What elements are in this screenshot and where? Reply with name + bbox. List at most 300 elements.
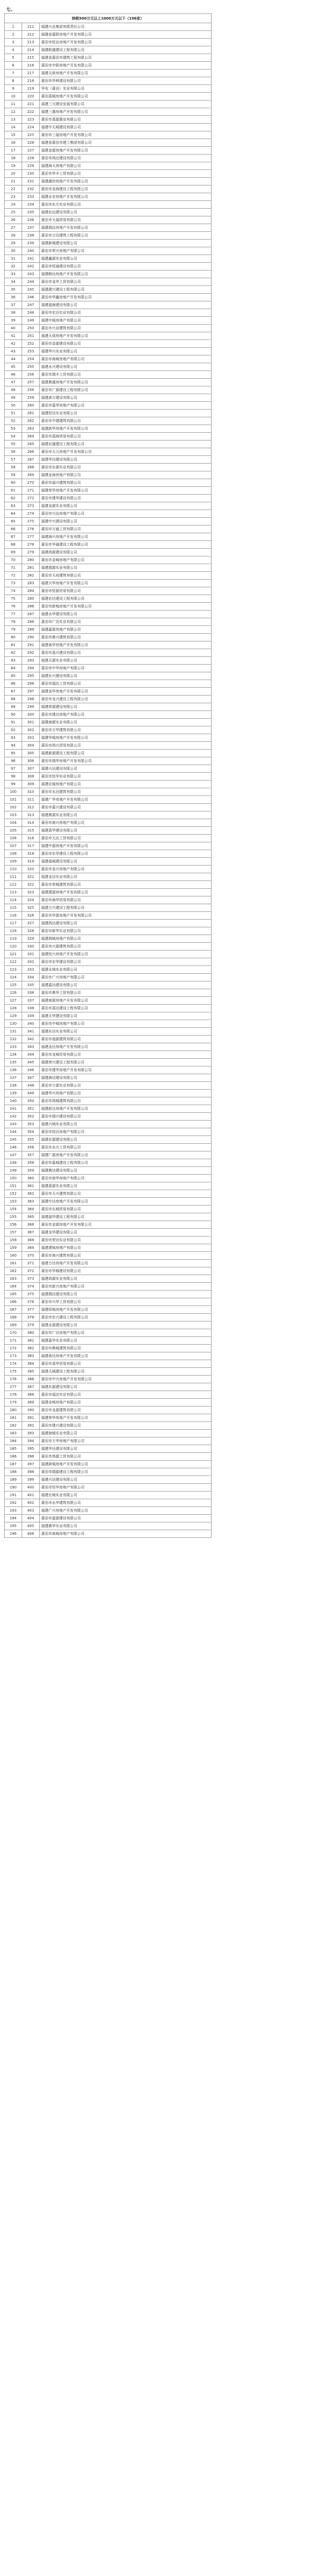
row-number: 71 xyxy=(5,564,22,572)
table-row xyxy=(5,301,212,309)
table-row xyxy=(5,232,212,240)
table-row xyxy=(5,873,212,881)
row-code: 257 xyxy=(22,379,40,386)
company-name: 福建南源房地产开发有限公司 xyxy=(40,997,212,1005)
row-code: 335 xyxy=(22,981,40,989)
row-code: 334 xyxy=(22,974,40,981)
row-number: 83 xyxy=(5,657,22,665)
row-number: 106 xyxy=(5,835,22,842)
company-name: 莆田市恒华房地产有限公司 xyxy=(40,1484,212,1492)
row-number: 9 xyxy=(5,85,22,93)
row-code: 349 xyxy=(22,1090,40,1097)
row-number: 33 xyxy=(5,270,22,278)
row-number: 165 xyxy=(5,1291,22,1298)
company-name: 莆田市嘉源建设有限公司 xyxy=(40,1515,212,1522)
company-name: 莆田市中兴房地产开发有限公司 xyxy=(40,1376,212,1383)
table-row xyxy=(5,572,212,580)
row-code: 287 xyxy=(22,611,40,618)
company-name: 福建海源实业有限公司 xyxy=(40,719,212,726)
row-number: 67 xyxy=(5,533,22,541)
row-code: 278 xyxy=(22,541,40,549)
row-number: 66 xyxy=(5,526,22,533)
row-number: 178 xyxy=(5,1391,22,1399)
company-name: 福建鸿源实业有限公司 xyxy=(40,1275,212,1283)
company-name: 莆田市兴源建筑有限公司 xyxy=(40,943,212,951)
row-number: 11 xyxy=(5,100,22,108)
row-number: 56 xyxy=(5,448,22,456)
table-row xyxy=(5,1399,212,1406)
table-row xyxy=(5,216,212,224)
row-number: 186 xyxy=(5,1453,22,1461)
table-row xyxy=(5,70,212,77)
row-number: 183 xyxy=(5,1430,22,1437)
company-name: 莆田市天兴建筑有限公司 xyxy=(40,1190,212,1198)
company-name: 福建龙源实业有限公司 xyxy=(40,502,212,510)
company-name: 莆田市恒达房地产有限公司 xyxy=(40,1128,212,1136)
row-code: 405 xyxy=(22,1522,40,1530)
row-code: 263 xyxy=(22,425,40,433)
row-number: 166 xyxy=(5,1298,22,1306)
company-name: 莆田市新兴房地产有限公司 xyxy=(40,1283,212,1291)
row-number: 169 xyxy=(5,1321,22,1329)
table-row xyxy=(5,958,212,966)
company-name: 福建嘉达建设有限公司 xyxy=(40,981,212,989)
company-name: 莆田市兴达房地产有限公司 xyxy=(40,510,212,518)
row-code: 232 xyxy=(22,185,40,193)
row-code: 399 xyxy=(22,1476,40,1484)
row-code: 363 xyxy=(22,1198,40,1206)
company-name: 福建华达建设有限公司 xyxy=(40,456,212,464)
row-number: 161 xyxy=(5,1260,22,1267)
company-name: 福建金华房地产开发有限公司 xyxy=(40,688,212,696)
row-number: 60 xyxy=(5,479,22,487)
row-code: 282 xyxy=(22,572,40,580)
row-number: 128 xyxy=(5,1005,22,1012)
table-row xyxy=(5,193,212,201)
row-number: 114 xyxy=(5,896,22,904)
table-row xyxy=(5,564,212,572)
table-row xyxy=(5,1175,212,1182)
table-row xyxy=(5,1036,212,1043)
row-code: 292 xyxy=(22,649,40,657)
company-name: 福建宏远建设有限公司 xyxy=(40,209,212,216)
row-number: 69 xyxy=(5,549,22,556)
row-code: 337 xyxy=(22,997,40,1005)
table-row xyxy=(5,502,212,510)
row-code: 216 xyxy=(22,62,40,70)
table-row xyxy=(5,634,212,641)
row-number: 134 xyxy=(5,1051,22,1059)
row-number: 189 xyxy=(5,1476,22,1484)
table-row xyxy=(5,247,212,255)
table-row xyxy=(5,155,212,162)
row-number: 141 xyxy=(5,1105,22,1113)
row-number: 118 xyxy=(5,927,22,935)
company-name: 福建华达建设有限公司 xyxy=(40,1445,212,1453)
row-code: 250 xyxy=(22,325,40,332)
table-row xyxy=(5,1012,212,1020)
row-number: 172 xyxy=(5,1345,22,1352)
table-row xyxy=(5,1252,212,1260)
company-name: 福建永安房地产开发有限公司 xyxy=(40,193,212,201)
row-number: 34 xyxy=(5,278,22,286)
company-name: 莆田市恒业房地产开发有限公司 xyxy=(40,39,212,46)
table-row xyxy=(5,1028,212,1036)
table-row xyxy=(5,835,212,842)
row-code: 400 xyxy=(22,1484,40,1492)
company-name: 莆田市荔海贸易有限公司 xyxy=(40,433,212,440)
row-code: 306 xyxy=(22,757,40,765)
table-row xyxy=(5,402,212,410)
table-row xyxy=(5,1383,212,1391)
company-name: 福建中源房地产开发有限公司 xyxy=(40,842,212,850)
table-row xyxy=(5,510,212,518)
row-number: 82 xyxy=(5,649,22,657)
row-number: 111 xyxy=(5,873,22,881)
row-number: 3 xyxy=(5,39,22,46)
company-name: 福建荣华房地产开发有限公司 xyxy=(40,487,212,495)
company-name: 莆田市华城建设有限公司 xyxy=(40,1267,212,1275)
row-number: 31 xyxy=(5,255,22,263)
company-name: 福建海达建设有限公司 xyxy=(40,1074,212,1082)
company-name: 莆田市中城房地产有限公司 xyxy=(40,1020,212,1028)
table-row xyxy=(5,765,212,773)
row-code: 325 xyxy=(22,904,40,912)
table-row xyxy=(5,448,212,456)
company-name: 莆田市广达实业有限公司 xyxy=(40,618,212,626)
company-name: 莆田市宏华建设有限公司 xyxy=(40,958,212,966)
row-number: 85 xyxy=(5,672,22,680)
company-name: 莆田市东华建设工程有限公司 xyxy=(40,850,212,858)
table-row xyxy=(5,355,212,363)
row-number: 122 xyxy=(5,958,22,966)
table-row xyxy=(5,912,212,920)
company-name: 福建华兴房地产有限公司 xyxy=(40,1090,212,1097)
row-code: 376 xyxy=(22,1298,40,1306)
row-number: 48 xyxy=(5,386,22,394)
company-name: 莆田市永兴工贸有限公司 xyxy=(40,1144,212,1151)
row-number: 8 xyxy=(5,77,22,85)
table-row xyxy=(5,951,212,958)
row-number: 151 xyxy=(5,1182,22,1190)
row-code: 288 xyxy=(22,618,40,626)
company-name: 福建三盛房地产开发有限公司 xyxy=(40,108,212,116)
company-name: 福建新达房地产开发有限公司 xyxy=(40,1105,212,1113)
row-number: 55 xyxy=(5,440,22,448)
company-name: 福建省莆田市建工集团有限公司 xyxy=(40,139,212,147)
table-row xyxy=(5,997,212,1005)
row-code: 370 xyxy=(22,1252,40,1260)
company-name: 福建广源房地产开发有限公司 xyxy=(40,1151,212,1159)
company-name: 莆田市海华贸易有限公司 xyxy=(40,896,212,904)
table-row xyxy=(5,1422,212,1430)
company-name: 福建华城房地产开发有限公司 xyxy=(40,734,212,742)
row-number: 75 xyxy=(5,595,22,603)
row-code: 339 xyxy=(22,1012,40,1020)
row-number: 113 xyxy=(5,889,22,896)
table-row xyxy=(5,1260,212,1267)
table-row xyxy=(5,726,212,734)
row-number: 64 xyxy=(5,510,22,518)
row-number: 163 xyxy=(5,1275,22,1283)
company-name: 莆田市金海建设工程有限公司 xyxy=(40,185,212,193)
company-name: 福建宏城实业有限公司 xyxy=(40,1492,212,1499)
row-code: 343 xyxy=(22,1043,40,1051)
row-code: 355 xyxy=(22,1136,40,1144)
row-number: 156 xyxy=(5,1221,22,1229)
row-code: 286 xyxy=(22,603,40,611)
table-row xyxy=(5,286,212,294)
row-number: 170 xyxy=(5,1329,22,1337)
table-row xyxy=(5,587,212,595)
row-number: 116 xyxy=(5,912,22,920)
row-number: 50 xyxy=(5,402,22,410)
table-row xyxy=(5,1113,212,1121)
row-code: 380 xyxy=(22,1329,40,1337)
table-row xyxy=(5,858,212,866)
row-code: 260 xyxy=(22,402,40,410)
row-code: 228 xyxy=(22,155,40,162)
row-number: 96 xyxy=(5,757,22,765)
row-number: 58 xyxy=(5,464,22,471)
table-row xyxy=(5,1468,212,1476)
row-code: 373 xyxy=(22,1275,40,1283)
company-name: 福建永华建设有限公司 xyxy=(40,611,212,618)
row-code: 220 xyxy=(22,93,40,100)
row-code: 218 xyxy=(22,77,40,85)
company-name: 莆田市天福贸易有限公司 xyxy=(40,216,212,224)
table-row xyxy=(5,54,212,62)
company-name: 福建龙华建设有限公司 xyxy=(40,1229,212,1236)
row-code: 364 xyxy=(22,1206,40,1213)
company-name: 莆田市荔源置业有限公司 xyxy=(40,116,212,124)
table-row xyxy=(5,23,212,31)
company-name: 福建荣兴建设工程有限公司 xyxy=(40,1059,212,1066)
company-name: 莆田市恒华实业有限公司 xyxy=(40,773,212,781)
table-row xyxy=(5,626,212,634)
table-row xyxy=(5,665,212,672)
row-code: 365 xyxy=(22,1213,40,1221)
table-row xyxy=(5,1391,212,1399)
row-number: 181 xyxy=(5,1414,22,1422)
company-name: 福建万达房地产开发有限公司 xyxy=(40,1260,212,1267)
table-row xyxy=(5,495,212,502)
row-number: 193 xyxy=(5,1507,22,1515)
row-code: 215 xyxy=(22,54,40,62)
row-number: 27 xyxy=(5,224,22,232)
row-number: 20 xyxy=(5,170,22,178)
row-code: 233 xyxy=(22,193,40,201)
row-number: 43 xyxy=(5,348,22,355)
row-number: 192 xyxy=(5,1499,22,1507)
row-code: 221 xyxy=(22,100,40,108)
table-row xyxy=(5,1167,212,1175)
row-number: 146 xyxy=(5,1144,22,1151)
company-name: 莆田市海兴建筑有限公司 xyxy=(40,1252,212,1260)
row-number: 81 xyxy=(5,641,22,649)
table-row xyxy=(5,170,212,178)
row-code: 308 xyxy=(22,773,40,781)
row-number: 196 xyxy=(5,1530,22,1538)
row-code: 237 xyxy=(22,224,40,232)
row-code: 391 xyxy=(22,1414,40,1422)
row-code: 289 xyxy=(22,626,40,634)
table-row xyxy=(5,31,212,39)
row-number: 143 xyxy=(5,1121,22,1128)
row-code: 298 xyxy=(22,696,40,703)
row-number: 131 xyxy=(5,1028,22,1036)
table-row xyxy=(5,1074,212,1082)
table-row xyxy=(5,1329,212,1337)
company-name: 莆田市万华建筑有限公司 xyxy=(40,726,212,734)
company-name: 福建福城建设有限公司 xyxy=(40,858,212,866)
row-code: 293 xyxy=(22,657,40,665)
row-code: 358 xyxy=(22,1159,40,1167)
company-name: 福建天骄房地产开发有限公司 xyxy=(40,70,212,77)
row-code: 254 xyxy=(22,355,40,363)
row-code: 272 xyxy=(22,495,40,502)
company-name: 福建省莆田市建筑工程有限公司 xyxy=(40,54,212,62)
company-name: 福建金达房地产开发有限公司 xyxy=(40,1043,212,1051)
company-name: 福建天城建设工程有限公司 xyxy=(40,1368,212,1376)
table-row xyxy=(5,649,212,657)
table-row xyxy=(5,866,212,873)
row-number: 14 xyxy=(5,124,22,131)
table-row xyxy=(5,881,212,889)
row-code: 230 xyxy=(22,170,40,178)
table-row xyxy=(5,1236,212,1244)
company-name: 福建鑫源实业有限公司 xyxy=(40,255,212,263)
row-code: 248 xyxy=(22,309,40,317)
company-name: 莆田市金城房地产有限公司 xyxy=(40,556,212,564)
row-code: 239 xyxy=(22,240,40,247)
row-number: 154 xyxy=(5,1206,22,1213)
table-row xyxy=(5,147,212,155)
table-row xyxy=(5,1267,212,1275)
row-code: 332 xyxy=(22,958,40,966)
row-code: 326 xyxy=(22,912,40,920)
company-name: 莆田市龙城贸易有限公司 xyxy=(40,1051,212,1059)
table-row xyxy=(5,966,212,974)
row-code: 241 xyxy=(22,255,40,263)
row-number: 32 xyxy=(5,263,22,270)
row-code: 395 xyxy=(22,1445,40,1453)
table-row xyxy=(5,1121,212,1128)
company-name: 福建荔华建设有限公司 xyxy=(40,827,212,835)
row-code: 317 xyxy=(22,842,40,850)
row-number: 18 xyxy=(5,155,22,162)
table-row xyxy=(5,889,212,896)
table-row xyxy=(5,811,212,819)
company-name: 福建荔源实业有限公司 xyxy=(40,1182,212,1190)
company-name: 福建兴达建设有限公司 xyxy=(40,1476,212,1484)
company-name: 福建宏盛建设工程有限公司 xyxy=(40,440,212,448)
table-row xyxy=(5,1291,212,1298)
row-number: 5 xyxy=(5,54,22,62)
row-number: 21 xyxy=(5,178,22,185)
row-number: 140 xyxy=(5,1097,22,1105)
row-number: 30 xyxy=(5,247,22,255)
table-row xyxy=(5,77,212,85)
company-name: 莆田市新华实业有限公司 xyxy=(40,927,212,935)
company-name: 莆田市华通建设工程有限公司 xyxy=(40,541,212,549)
company-name: 福建中达房地产开发有限公司 xyxy=(40,1198,212,1206)
row-number: 40 xyxy=(5,325,22,332)
company-name: 福建鸿达建设有限公司 xyxy=(40,920,212,927)
row-code: 329 xyxy=(22,935,40,943)
row-code: 231 xyxy=(22,178,40,185)
company-name: 福建恒兴房地产开发有限公司 xyxy=(40,951,212,958)
row-number: 124 xyxy=(5,974,22,981)
row-number: 149 xyxy=(5,1167,22,1175)
row-number: 129 xyxy=(5,1012,22,1020)
table-row xyxy=(5,379,212,386)
row-number: 41 xyxy=(5,332,22,340)
table-row xyxy=(5,1414,212,1422)
row-code: 375 xyxy=(22,1291,40,1298)
company-name: 莆田市荣兴房地产有限公司 xyxy=(40,247,212,255)
table-row xyxy=(5,1097,212,1105)
row-code: 307 xyxy=(22,765,40,773)
table-row xyxy=(5,549,212,556)
table-row xyxy=(5,611,212,618)
company-name: 莆田市福源建筑有限公司 xyxy=(40,1036,212,1043)
table-row xyxy=(5,1128,212,1136)
row-code: 217 xyxy=(22,70,40,77)
row-number: 94 xyxy=(5,742,22,750)
row-code: 372 xyxy=(22,1267,40,1275)
row-code: 312 xyxy=(22,804,40,811)
row-number: 2 xyxy=(5,31,22,39)
row-code: 246 xyxy=(22,294,40,301)
row-code: 354 xyxy=(22,1128,40,1136)
company-name: 福建三元建设发展有限公司 xyxy=(40,100,212,108)
table-title: 纳税500万元以上1000万元以下（196家） xyxy=(5,14,212,23)
table-row xyxy=(5,974,212,981)
table-row xyxy=(5,1406,212,1414)
table-row xyxy=(5,541,212,549)
row-code: 269 xyxy=(22,471,40,479)
table-row xyxy=(5,1198,212,1206)
company-name: 莆田市建华建设有限公司 xyxy=(40,495,212,502)
table-row xyxy=(5,1492,212,1499)
table-row xyxy=(5,240,212,247)
company-name: 莆田荔城房地产开发有限公司 xyxy=(40,93,212,100)
row-code: 273 xyxy=(22,502,40,510)
row-number: 87 xyxy=(5,688,22,696)
row-code: 275 xyxy=(22,518,40,526)
table-row xyxy=(5,1321,212,1329)
company-name: 福建兴城实业有限公司 xyxy=(40,1121,212,1128)
row-number: 93 xyxy=(5,734,22,742)
row-number: 103 xyxy=(5,811,22,819)
table-row xyxy=(5,464,212,471)
row-number: 117 xyxy=(5,920,22,927)
table-row xyxy=(5,981,212,989)
company-name: 莆田市永华建筑有限公司 xyxy=(40,1499,212,1507)
table-row xyxy=(5,680,212,688)
company-name: 福建建源房地产开发有限公司 xyxy=(40,889,212,896)
table-row xyxy=(5,896,212,904)
row-number: 132 xyxy=(5,1036,22,1043)
table-row xyxy=(5,750,212,757)
company-name: 福建金源房地产开发有限公司 xyxy=(40,147,212,155)
table-row xyxy=(5,1360,212,1368)
row-number: 139 xyxy=(5,1090,22,1097)
row-number: 39 xyxy=(5,317,22,325)
row-code: 236 xyxy=(22,216,40,224)
row-code: 211 xyxy=(22,23,40,31)
